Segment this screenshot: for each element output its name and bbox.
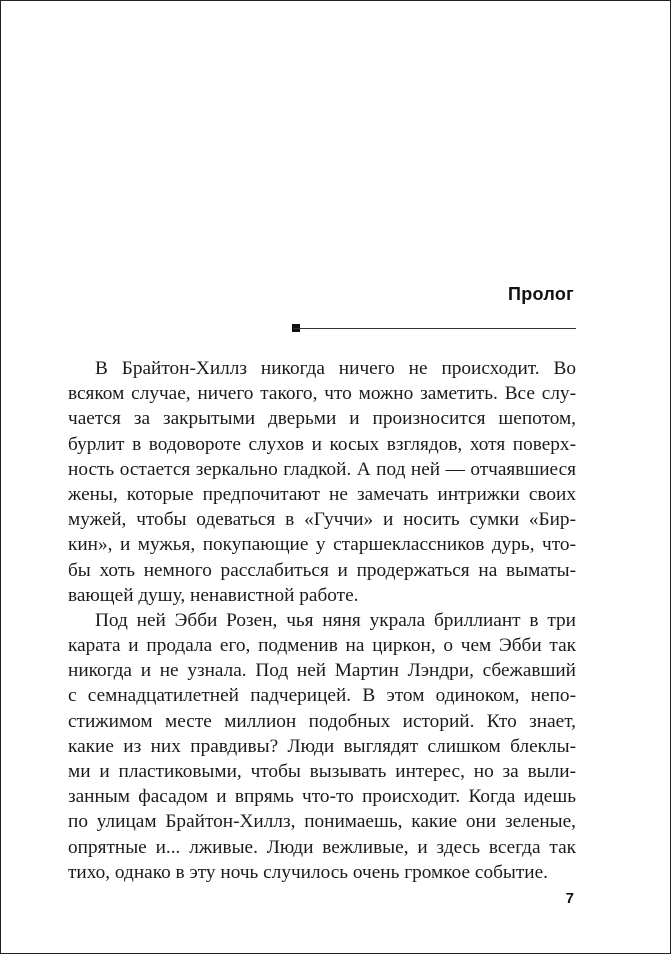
text-line: стижимом месте миллион подобных историй. Кто знает, (68, 710, 576, 732)
title-rule (293, 328, 576, 329)
text-line: опрятные и... лживые. Люди вежливые, и здесь всегда так (68, 836, 576, 858)
text-line: никогда и не узнала. Под ней Мартин Лэндри, сбежавший (68, 660, 576, 682)
paragraph-1 (68, 356, 576, 608)
text-line: кин», и мужья, покупающие у старшеклассников дурь, что- (68, 534, 576, 556)
text-line: В Брайтон-Хиллз никогда ничего не происходит. Во (95, 358, 576, 379)
text-line: вающей душу, ненавистной работе. (68, 584, 359, 606)
chapter-title: Пролог (508, 284, 574, 304)
text-line: карата и продала его, подменив на циркон, о чем Эбби так (68, 635, 576, 657)
text-line: бы хоть немного расслабиться и продержаться на выматы- (68, 559, 576, 581)
text-line: бурлит в водовороте слухов и косых взглядов, хотя поверх- (68, 433, 576, 455)
text-line: ми и пластиковыми, чтобы вызывать интерес, но за выли- (68, 761, 576, 782)
text-line: по улицам Брайтон-Хиллз, понимаешь, какие они зеленые, (68, 811, 576, 833)
text-line: мужей, чтобы одеваться в «Гуччи» и носить сумки «Бир- (68, 509, 576, 531)
text-line: Под ней Эбби Розен, чья няня украла бриллиант в три (95, 609, 576, 631)
text-line: занным фасадом и впрямь что-то происходит. Когда идешь (68, 786, 576, 808)
body-text (68, 356, 576, 885)
text-line: чается за закрытыми дверьми и произносится шепотом, (68, 408, 576, 430)
text-line: какие из них правдивы? Люди выглядят слишком блеклы- (68, 735, 576, 757)
page-number: 7 (565, 890, 574, 907)
text-line: с семнадцатилетней падчерицей. В этом одиноком, непо- (68, 685, 576, 707)
text-line: тихо, однако в эту ночь случилось очень громкое событие. (68, 861, 548, 883)
text-line: всяком случае, ничего такого, что можно заметить. Все слу- (68, 383, 576, 405)
paragraph-2 (68, 608, 576, 885)
text-line: ность остается зеркально гладкой. А под ней — отчаявшиеся (68, 458, 576, 480)
text-line: жены, которые предпочитают не замечать интрижки своих (68, 483, 576, 505)
